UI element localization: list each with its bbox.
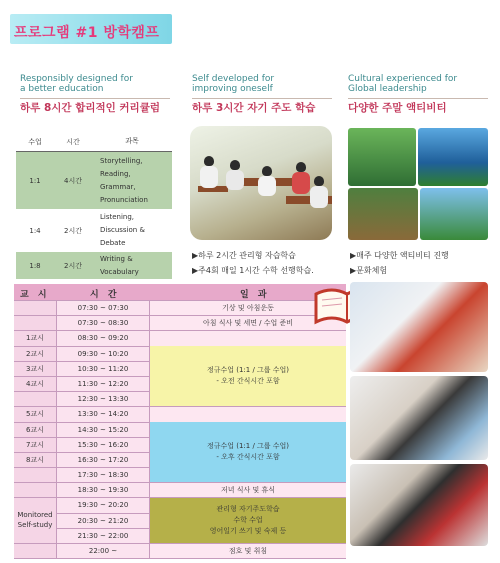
header-content: 일 과 bbox=[240, 290, 270, 300]
class-subjects: Listening, Discussion & Debate bbox=[100, 213, 145, 247]
class-subjects: Storytelling, Reading, Grammar, Pronunciation bbox=[100, 156, 148, 204]
time-cell: 13:30 ~ 14:20 bbox=[56, 407, 150, 421]
period-cell: 8교시 bbox=[14, 453, 56, 467]
time-cell: 22:00 ~ bbox=[56, 544, 150, 558]
time-cell: 19:30 ~ 20:20 bbox=[56, 498, 150, 512]
column-heading: 하루 3시간 자기 주도 학습 bbox=[192, 102, 316, 114]
student-study-photo bbox=[350, 376, 488, 460]
column-self-study bbox=[192, 74, 315, 115]
header-time: 시간 bbox=[66, 137, 80, 146]
divider bbox=[20, 98, 170, 99]
classroom-photo bbox=[190, 126, 332, 240]
column-sub2: improving oneself bbox=[192, 84, 273, 94]
header-period: 교 시 bbox=[20, 290, 50, 300]
content-cell: 기상 및 아침운동 bbox=[150, 301, 346, 315]
time-cell: 12:30 ~ 13:30 bbox=[56, 392, 150, 406]
divider bbox=[348, 98, 488, 99]
period-cell bbox=[14, 483, 56, 497]
time-cell: 08:30 ~ 09:20 bbox=[56, 331, 150, 345]
curriculum-row bbox=[16, 252, 172, 280]
column-heading: 다양한 주말 액티비티 bbox=[348, 102, 447, 114]
period-cell: 2교시 bbox=[14, 347, 56, 361]
schedule-row bbox=[14, 316, 346, 331]
program-title: 프로그램 #1 방학캠프 bbox=[14, 25, 160, 41]
period-cell: 3교시 bbox=[14, 362, 56, 376]
time-cell: 07:30 ~ 07:30 bbox=[56, 301, 150, 315]
header-subject: 과목 bbox=[125, 137, 139, 145]
column-curriculum bbox=[20, 74, 160, 115]
period-cell: 1교시 bbox=[14, 331, 56, 345]
column-sub1: Cultural experienced for bbox=[348, 74, 458, 84]
column-sub2: a better education bbox=[20, 84, 104, 94]
time-cell: 09:30 ~ 10:20 bbox=[56, 347, 150, 361]
schedule-row bbox=[14, 483, 346, 498]
schedule-header bbox=[14, 284, 346, 301]
period-cell bbox=[14, 544, 56, 558]
schedule-row bbox=[14, 544, 346, 559]
content-cell bbox=[150, 407, 346, 421]
student-writing-photo bbox=[350, 282, 488, 372]
time-cell: 15:30 ~ 16:20 bbox=[56, 438, 150, 452]
self-study-label: Monitored Self-study bbox=[14, 498, 56, 544]
period-cell: 6교시 bbox=[14, 423, 56, 437]
curriculum-table bbox=[16, 132, 172, 280]
time-cell: 11:30 ~ 12:20 bbox=[56, 377, 150, 391]
column-activities bbox=[348, 74, 457, 115]
bullet: ▶문화체험 bbox=[350, 266, 388, 275]
afternoon-class-block: 정규수업 (1:1 / 그룹 수업) - 오후 간식시간 포함 bbox=[150, 422, 346, 483]
column-sub1: Responsibly designed for bbox=[20, 74, 133, 84]
time-cell: 07:30 ~ 08:30 bbox=[56, 316, 150, 330]
period-cell: 7교시 bbox=[14, 438, 56, 452]
class-ratio: 1:1 bbox=[29, 176, 41, 185]
activity-photo bbox=[348, 188, 418, 240]
evening-study-block: 관리형 자기주도학습 수학 수업 영어일기 쓰기 및 숙제 등 bbox=[150, 498, 346, 544]
curriculum-row bbox=[16, 210, 172, 252]
class-hours: 2시간 bbox=[64, 261, 82, 270]
class-ratio: 1:8 bbox=[29, 261, 41, 270]
bullet: ▶매주 다양한 액티비티 진행 bbox=[350, 251, 449, 260]
class-ratio: 1:4 bbox=[29, 226, 41, 235]
morning-class-block: 정규수업 (1:1 / 그룹 수업) - 오전 간식시간 포함 bbox=[150, 346, 346, 407]
column-sub1: Self developed for bbox=[192, 74, 275, 84]
period-cell bbox=[14, 301, 56, 315]
time-cell: 20:30 ~ 21:20 bbox=[56, 514, 150, 528]
daily-schedule-table bbox=[14, 284, 346, 559]
header-time: 시 간 bbox=[90, 290, 120, 300]
content-cell bbox=[150, 331, 346, 345]
period-cell bbox=[14, 392, 56, 406]
class-hours: 2시간 bbox=[64, 226, 82, 235]
activity-photo bbox=[420, 188, 488, 240]
bullet: ▶하루 2시간 관리형 자습학습 bbox=[192, 251, 296, 260]
time-cell: 10:30 ~ 11:20 bbox=[56, 362, 150, 376]
period-cell: 5교시 bbox=[14, 407, 56, 421]
header-class: 수업 bbox=[28, 137, 42, 146]
divider bbox=[192, 98, 332, 99]
column-heading: 하루 8시간 합리적인 커리큘럼 bbox=[20, 102, 160, 114]
class-hours: 4시간 bbox=[64, 176, 82, 185]
content-cell: 아침 식사 및 세면 / 수업 준비 bbox=[150, 316, 346, 330]
bullet: ▶주4회 매일 1시간 수학 선행학습. bbox=[192, 266, 314, 275]
schedule-row bbox=[14, 331, 346, 346]
schedule-row bbox=[14, 301, 346, 316]
activity-photo bbox=[348, 128, 416, 186]
time-cell: 14:30 ~ 15:20 bbox=[56, 423, 150, 437]
curriculum-header bbox=[16, 132, 172, 152]
group-study-photo bbox=[350, 464, 488, 546]
period-cell bbox=[14, 316, 56, 330]
time-cell: 17:30 ~ 18:30 bbox=[56, 468, 150, 482]
time-cell: 18:30 ~ 19:30 bbox=[56, 483, 150, 497]
time-cell: 16:30 ~ 17:20 bbox=[56, 453, 150, 467]
schedule-row bbox=[14, 407, 346, 422]
activity-photo bbox=[418, 128, 488, 186]
class-subjects: Writing & Vocabulary bbox=[100, 254, 139, 276]
curriculum-row bbox=[16, 152, 172, 210]
period-cell bbox=[14, 468, 56, 482]
content-cell: 저녁 식사 및 휴식 bbox=[150, 483, 346, 497]
column-sub2: Global leadership bbox=[348, 84, 427, 94]
time-cell: 21:30 ~ 22:00 bbox=[56, 529, 150, 543]
content-cell: 점호 및 취침 bbox=[150, 544, 346, 558]
period-cell: 4교시 bbox=[14, 377, 56, 391]
